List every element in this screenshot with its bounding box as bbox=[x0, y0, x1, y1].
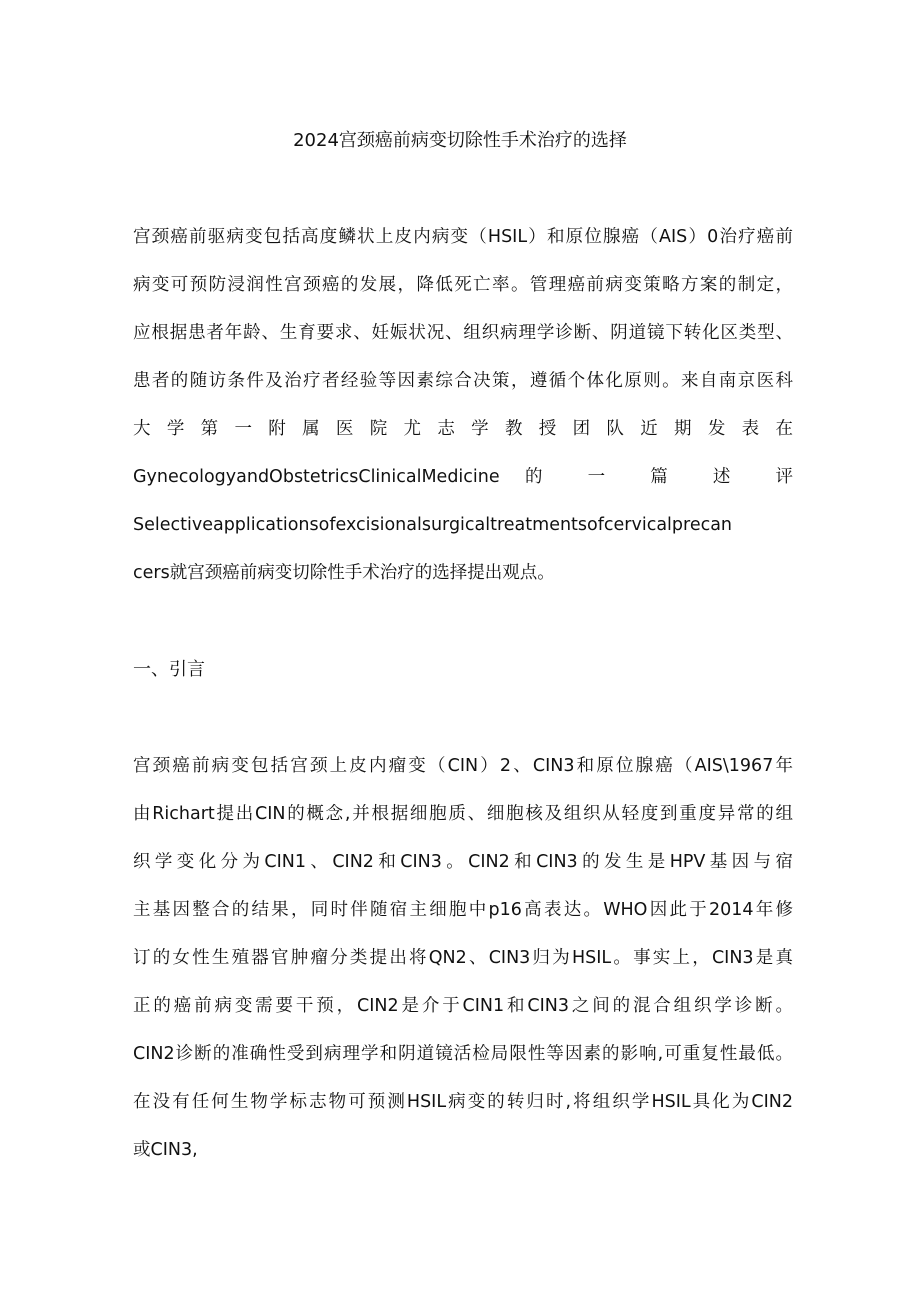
section-line: 在没有任何生物学标志物可预测HSIL病变的转归时,将组织学HSIL具化为CIN2 bbox=[133, 1092, 793, 1112]
intro-line: GynecologyandObstetricsClinicalMedicine 的 一 篇 述 评 bbox=[133, 467, 793, 487]
section-line: 宫颈癌前病变包括宫颈上皮内瘤变（CIN）2、CIN3和原位腺癌（AIS\1967年 bbox=[133, 756, 793, 776]
section-heading: 一、引言 bbox=[133, 659, 205, 680]
section-line: 主基因整合的结果，同时伴随宿主细胞中p16高表达。WHO因此于2014年修 bbox=[133, 900, 793, 920]
intro-line: 应根据患者年龄、生育要求、妊娠状况、组织病理学诊断、阴道镜下转化区类型、 bbox=[133, 323, 793, 343]
section-line: 织学变化分为CIN1、CIN2和CIN3。CIN2和CIN3的发生是HPV基因与宿 bbox=[133, 852, 793, 872]
intro-line: cers就宫颈癌前病变切除性手术治疗的选择提出观点。 bbox=[133, 563, 555, 583]
section-line: 订的女性生殖器官肿瘤分类提出将QN2、CIN3归为HSIL。事实上，CIN3是真 bbox=[133, 948, 793, 968]
intro-line: 患者的随访条件及治疗者经验等因素综合决策，遵循个体化原则。来自南京医科 bbox=[133, 371, 793, 391]
section-line: 正的癌前病变需要干预，CIN2是介于CIN1和CIN3之间的混合组织学诊断。 bbox=[133, 996, 793, 1016]
intro-line: 宫颈癌前驱病变包括高度鳞状上皮内病变（HSIL）和原位腺癌（AIS）0治疗癌前 bbox=[133, 227, 793, 247]
intro-line: Selectiveapplicationsofexcisionalsurgicaltreatmentsofcervicalprecan bbox=[133, 515, 733, 535]
intro-line: 大 学 第 一 附 属 医 院 尤 志 学 教 授 团 队 近 期 发 表 在 bbox=[133, 419, 793, 439]
section-line: CIN2诊断的准确性受到病理学和阴道镜活检局限性等因素的影响,可重复性最低。 bbox=[133, 1044, 793, 1064]
intro-line: 病变可预防浸润性宫颈癌的发展，降低死亡率。管理癌前病变策略方案的制定， bbox=[133, 275, 793, 295]
section-line: 由Richart提出CIN的概念,并根据细胞质、细胞核及组织从轻度到重度异常的组 bbox=[133, 804, 793, 824]
section-line: 或CIN3, bbox=[133, 1140, 198, 1160]
document-title: 2024宫颈癌前病变切除性手术治疗的选择 bbox=[293, 130, 627, 151]
